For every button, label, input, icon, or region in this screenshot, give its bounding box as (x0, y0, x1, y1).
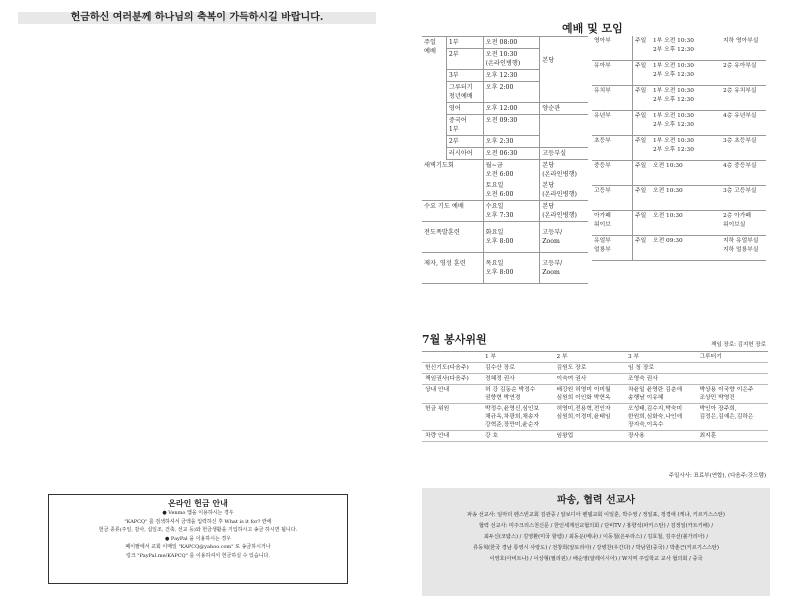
online-offering-box (48, 494, 348, 584)
ministry-row (592, 136, 766, 161)
ministry-time: 오전 10:30 (653, 163, 683, 169)
ministry-row (592, 86, 766, 111)
vol-header: 3 부 (625, 352, 696, 363)
ministry-time: 1부 오전 10:30 (653, 138, 694, 144)
volunteer-names: 박인아 장주희, 김정은,김예은,김하은 (696, 404, 768, 431)
ministry-time: 오전 10:30 (653, 213, 683, 219)
ministry-place: 3층 고등부실 (723, 188, 757, 194)
volunteer-names: 허 강 김동순 박정수 권향현 박연경 (482, 385, 553, 404)
ministry-time: 오전 10:30 (653, 188, 683, 194)
ministry-place: 지하 유얼부실 (723, 238, 759, 244)
volunteer-names: 박정수,윤영신,심인보 채규옥,차광희,채송자 강혁준,장만미,윤순자 (482, 404, 553, 431)
worship-time-note: (온라인병행) (485, 60, 521, 67)
missionaries-line: 이영호(아비트나) / 이상형(필리핀) / 배순영(알레이시아) / W지역 주입학교 교사 협의회 / 중국 (489, 556, 703, 562)
ministry-time: 오전 09:30 (653, 238, 683, 244)
ministry-day: 주일 (635, 238, 647, 244)
volunteer-names: 오성태,김수지,박숙미 한원희,심화숙,나인애 장지숙,이옥수 (625, 404, 696, 431)
ministry-time: 2부 오후 12:30 (653, 71, 694, 78)
worship-table (422, 36, 588, 284)
responsible-elder: 책임 장로: 김지헌 장로 (711, 342, 766, 348)
ministry-day: 주일 (635, 63, 647, 69)
ministry-place: 워이브실 (723, 221, 746, 228)
ministry-row (592, 186, 766, 211)
online-line: ● PayPal 을 이용하시는 경우 (164, 535, 232, 542)
missionaries-line: 협력 선교사: 미주크리스천신문 / 한인세계선교협의회 / 단비TV / 홍향석(파키스탄) / 김정일(카트키배) / (478, 523, 714, 529)
worship-time: 오후 2:30 (483, 136, 540, 148)
ministry-row (592, 161, 766, 186)
worship-place: 양순관 (540, 103, 588, 115)
meeting-place-2: (온라인병행) (542, 171, 577, 178)
volunteer-role: 상내 안내 (422, 385, 482, 404)
volunteer-names: 허영미,전용혁,전인자 심원희,이경미,윤태임 (553, 404, 624, 431)
volunteer-role: 헌금 위원 (422, 404, 482, 431)
ministry-day: 주일 (635, 38, 647, 44)
ministry-time: 2부 오후 12:30 (653, 146, 694, 153)
ministry-dept: 아가페 (594, 213, 611, 219)
meeting-day: 월~금 (485, 162, 503, 169)
meeting-place: 고등부/ (542, 260, 563, 267)
volunteer-role: 책임권사(다음주) (422, 374, 482, 385)
worship-part: 그루터기 (448, 84, 473, 91)
meeting-name: 전도폭발훈련 (422, 222, 483, 253)
ministry-dept: 초등부 (594, 138, 611, 144)
volunteers-table (422, 351, 768, 442)
ministry-row (592, 111, 766, 136)
online-line: 헌금 종류(주일, 감사, 십일조, 건축, 선교 등)와 헌금생활을 기입하시고 송금 하시면 됩니다. (98, 527, 298, 533)
ministry-time: 1부 오전 10:30 (653, 63, 694, 69)
volunteer-names: 배강원 허영미 이미월 심원희 이인화 박현옥 (553, 385, 624, 404)
meeting-time: 오후 8:00 (485, 269, 514, 276)
vol-header: 2 부 (553, 352, 624, 363)
ministry-place: 2층 유치부실 (723, 88, 757, 94)
ministry-dept: 고등부 (594, 188, 611, 194)
meeting-time: 오전 6:00 (485, 171, 514, 178)
ministry-row (592, 236, 766, 261)
worship-part-2: 청년예배 (448, 93, 473, 100)
meeting-place: 본당 (542, 203, 555, 210)
missionaries-line: 류동혁(한국 경남 통영시 사랑도) / 전창희(알토리아) / 강병찬(우간다) / 박남원(중국) / 박춘근(키르기스스탄) (473, 545, 719, 551)
missionaries-line: 파송 선교사: 임마더 펜스빈교회 김관중 / 알보디아 펜델교회 이일훈, 박수영 / 정일표, 정경애 (케냐, 키르키스스탄) (467, 512, 725, 518)
volunteer-names: 차윤일 윤영란 김춘애 송행남 이유혜 (625, 385, 696, 404)
ministry-place: 4층 중등부실 (723, 163, 757, 169)
vol-header: 그루터기 (696, 352, 768, 363)
meeting-day: 화요일 (485, 229, 504, 236)
volunteer-role: 차량 안내 (422, 431, 482, 442)
volunteer-row (422, 431, 768, 442)
volunteer-names: 정혜정 권사 (482, 374, 553, 385)
worship-part: 2부 (446, 49, 483, 70)
volunteers-note: 주일사사: 표료부(연합), (다음주:갓으템) (668, 473, 766, 479)
ministry-day: 주일 (635, 88, 647, 94)
volunteer-names (696, 363, 768, 374)
missionaries-box (422, 488, 770, 596)
volunteer-row (422, 363, 768, 374)
meeting-name: 수요 기도 예배 (422, 201, 483, 222)
ministry-place: 지하 얼룡부실 (723, 246, 759, 253)
meeting-time: 오후 7:30 (485, 212, 514, 219)
worship-place: 고등부실 (540, 148, 588, 160)
meeting-name: 새벽기도회 (424, 162, 454, 169)
ministry-dept: 유얼부 (594, 238, 611, 244)
ministry-time: 1부 오전 10:30 (653, 113, 694, 119)
worship-title: 예배 및 모임 (562, 22, 623, 35)
ministry-place: 2층 유아부실 (723, 63, 757, 69)
worship-part: 영어 (446, 103, 483, 115)
ministry-day: 주일 (635, 138, 647, 144)
ministry-place: 2층 아가페 (723, 213, 751, 219)
volunteer-names: 이숙여 권사 (553, 374, 624, 385)
meeting-time: 오전 6:00 (485, 191, 514, 198)
sunday-label: 주일 (424, 39, 436, 46)
ministry-day: 주일 (635, 188, 647, 194)
worship-time: 오후 12:00 (483, 103, 540, 115)
ministry-table (592, 36, 766, 261)
volunteer-names: 최지훈 (696, 431, 768, 442)
volunteer-names: 임왕업 (553, 431, 624, 442)
worship-part: 3부 (446, 70, 483, 82)
volunteer-row (422, 374, 768, 385)
ministry-dept: 중등부 (594, 163, 611, 169)
meeting-day: 수요일 (485, 203, 504, 210)
ministry-dept: 유치부 (594, 88, 611, 94)
volunteer-names: 김수산 장로 (482, 363, 553, 374)
ministry-place: 4층 유년부실 (723, 113, 757, 119)
ministry-dept: 영아부 (594, 38, 611, 44)
ministry-time: 2부 오후 12:30 (653, 96, 694, 103)
online-offering-title: 온라인 헌금 안내 (168, 498, 228, 508)
vol-header: 1 부 (482, 352, 553, 363)
meeting-place-2: Zoom (542, 269, 560, 276)
worship-time: 오전 08:00 (483, 37, 540, 49)
worship-part-2: 1부 (448, 126, 459, 133)
meeting-place: 고등부/ (542, 229, 563, 236)
ministry-row (592, 211, 766, 236)
ministry-place: 지하 영아부실 (723, 38, 759, 44)
online-line: ● Venmo 앱을 이용하시는 경우 (162, 510, 234, 516)
meeting-time: 오후 8:00 (485, 238, 514, 245)
ministry-place: 3층 초등부실 (723, 138, 757, 144)
meeting-place: 본당 (542, 162, 555, 169)
meeting-place-2: (온라인병행) (542, 191, 577, 198)
volunteer-names: 조영숙 권사 (625, 374, 696, 385)
ministry-row (592, 36, 766, 61)
ministry-day: 주일 (635, 213, 647, 219)
meeting-place-2: Zoom (542, 238, 560, 245)
worship-time: 오후 12:30 (483, 70, 540, 82)
meeting-day: 목요일 (485, 260, 504, 267)
volunteer-names: 강 호 (482, 431, 553, 442)
online-line: 페이팔에서 교회 이메일 "KAPCQ@yahoo.com" 로 송금하시거나 (125, 544, 271, 550)
ministry-dept: 유아부 (594, 63, 611, 69)
ministry-time: 1부 오전 10:30 (653, 38, 694, 44)
ministry-time: 2부 오후 12:30 (653, 46, 694, 53)
meeting-place: 본당 (542, 182, 555, 189)
ministry-time: 2부 오후 12:30 (653, 121, 694, 128)
volunteers-title: 7월 봉사위원 (422, 333, 487, 346)
volunteer-names: 김원도 장로 (553, 363, 624, 374)
online-line: "KAPCQ" 를 검색하셔서 금액을 입력하신 후 What is it for? 란에 (124, 518, 272, 525)
meeting-day: 토요일 (485, 182, 504, 189)
volunteer-names: 임 청 장로 (625, 363, 696, 374)
worship-time: 오전 09:30 (483, 115, 540, 136)
volunteer-row (422, 385, 768, 404)
worship-part: 1부 (446, 37, 483, 49)
blessing-banner: 헌금하신 여러분께 하나님의 축복이 가득하시길 바랍니다. (18, 12, 376, 24)
worship-part: 중국어 (448, 117, 467, 124)
ministry-time: 1부 오전 10:30 (653, 88, 694, 94)
worship-part: 러시아어 (446, 148, 483, 160)
worship-time: 오후 2:00 (483, 82, 540, 103)
ministry-row (592, 61, 766, 86)
volunteer-names: 장사용 (625, 431, 696, 442)
meeting-name: 제자, 영성 훈련 (422, 253, 483, 284)
meeting-place-2: (온라인병행) (542, 212, 577, 219)
worship-part: 2부 (446, 136, 483, 148)
meeting-name (422, 180, 483, 201)
worship-place: 본당 (542, 57, 555, 64)
missionaries-title: 파송, 협력 선교사 (556, 495, 636, 506)
vol-header (422, 352, 482, 363)
ministry-dept: 워이브 (594, 221, 611, 228)
online-line: 링크 "PayPal.me/KAPCQ" 를 이용하셔서 헌금하실 수 있습니다. (126, 552, 270, 559)
volunteer-names: 박상용 이국향 이은주 조상민 박영진 (696, 385, 768, 404)
volunteer-row (422, 404, 768, 431)
missionaries-line: 최두신(코람스) / 김영환(미국 할렘) / 최동운(베냐) / 이동철(온두라스) / 김효철, 김주선(볼가리아) / (483, 534, 709, 540)
volunteer-names (696, 374, 768, 385)
worship-time: 오전 06:30 (483, 148, 540, 160)
ministry-day: 주일 (635, 113, 647, 119)
ministry-dept: 유년부 (594, 113, 611, 119)
ministry-day: 주일 (635, 163, 647, 169)
volunteer-role: 헌신기도(다음주) (422, 363, 482, 374)
sunday-label: 예배 (424, 48, 436, 55)
ministry-dept: 얼룡부 (594, 246, 611, 253)
worship-time: 오전 10:30 (485, 51, 518, 58)
